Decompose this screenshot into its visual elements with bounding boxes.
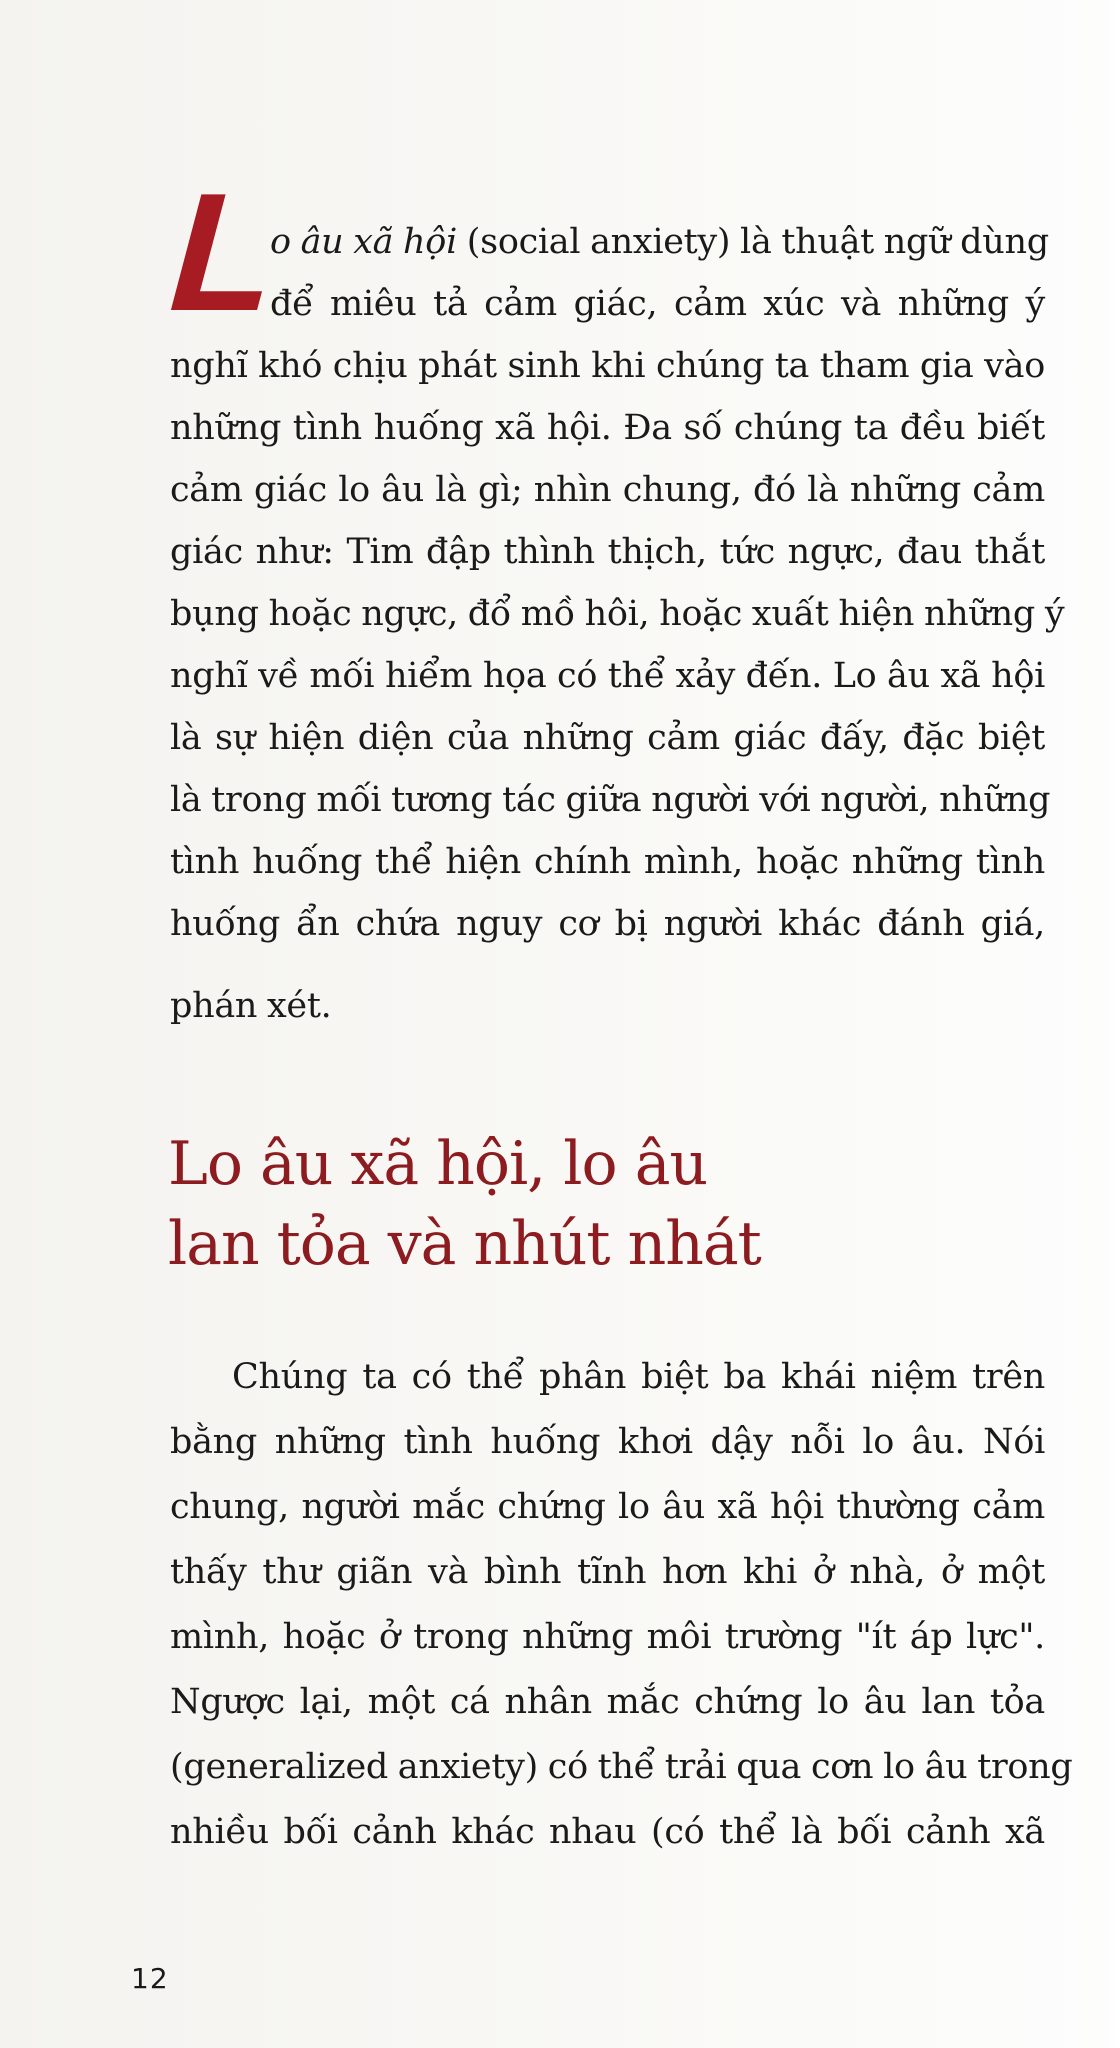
paragraph-line: là trong mối tương tác giữa người với người, những [170, 780, 1051, 820]
paragraph-line: bụng hoặc ngực, đổ mồ hôi, hoặc xuất hiện những ý [170, 594, 1065, 634]
section-heading-line: lan tỏa và nhút nhát [168, 1209, 761, 1279]
paragraph-line: chung, người mắc chứng lo âu xã hội thường cảm [170, 1487, 1045, 1527]
paragraph-line: (generalized anxiety) có thể trải qua cơn lo âu trong [170, 1747, 1073, 1787]
paragraph-line: nghĩ khó chịu phát sinh khi chúng ta tham gia vào [170, 346, 1045, 386]
paragraph-line: huống ẩn chứa nguy cơ bị người khác đánh giá, [170, 904, 1045, 944]
paragraph-line: phán xét. [170, 986, 332, 1026]
paragraph-line: bằng những tình huống khơi dậy nỗi lo âu. Nói [170, 1422, 1045, 1462]
paragraph-line: cảm giác lo âu là gì; nhìn chung, đó là những cảm [170, 470, 1045, 510]
paragraph-line: Chúng ta có thể phân biệt ba khái niệm trên [232, 1357, 1045, 1397]
paragraph-line: mình, hoặc ở trong những môi trường "ít áp lực". [170, 1617, 1045, 1657]
page-number: 12 [131, 1962, 169, 1995]
text-run: (social anxiety) là thuật ngữ dùng [456, 222, 1049, 262]
paragraph-line: tình huống thể hiện chính mình, hoặc những tình [170, 842, 1045, 882]
paragraph-line [270, 222, 1049, 262]
page-edge-highlight [1106, 0, 1120, 2048]
paragraph-line: nhiều bối cảnh khác nhau (có thể là bối cảnh xã [170, 1812, 1045, 1852]
paragraph-line: những tình huống xã hội. Đa số chúng ta đều biết [170, 408, 1045, 448]
paragraph-line: nghĩ về mối hiểm họa có thể xảy đến. Lo âu xã hội [170, 656, 1045, 696]
italic-term: o âu xã hội [270, 222, 457, 262]
paragraph-line: để miêu tả cảm giác, cảm xúc và những ý [270, 284, 1045, 324]
paragraph-line: Ngược lại, một cá nhân mắc chứng lo âu lan tỏa [170, 1682, 1045, 1722]
paragraph-line: là sự hiện diện của những cảm giác đấy, đặc biệt [170, 718, 1045, 758]
drop-cap: L [165, 158, 282, 346]
section-heading-line: Lo âu xã hội, lo âu [168, 1129, 708, 1199]
paragraph-line: thấy thư giãn và bình tĩnh hơn khi ở nhà, ở một [170, 1552, 1045, 1592]
paragraph-line: giác như: Tim đập thình thịch, tức ngực, đau thắt [170, 532, 1045, 572]
